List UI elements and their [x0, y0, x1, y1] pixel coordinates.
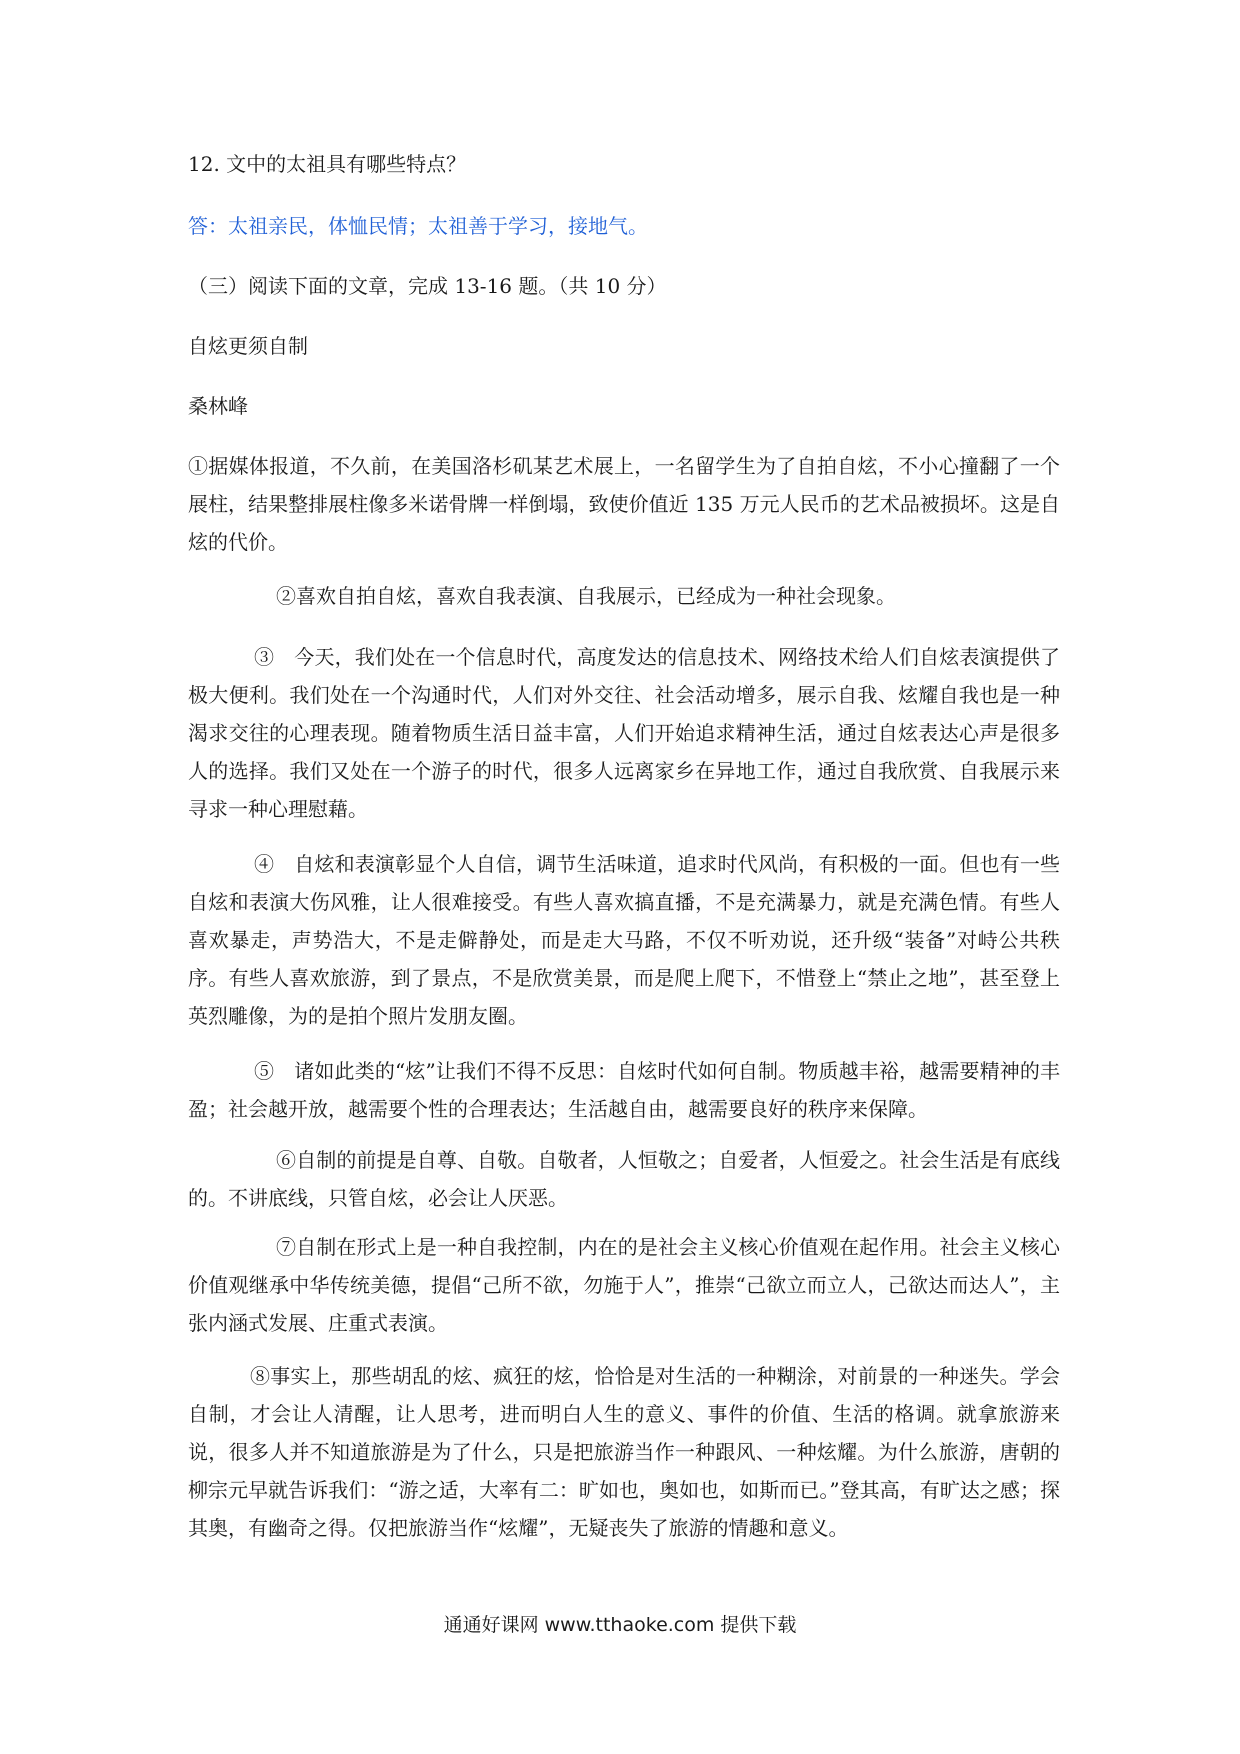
paragraph-5: ⑤ 诸如此类的“炫”让我们不得不反思：自炫时代如何自制。物质越丰裕，越需要精神的丰盈；社会越开放，越需要个性的合理表达；生活越自由，越需要良好的秩序来保障。	[188, 1059, 1060, 1121]
paragraph-8: ⑧事实上，那些胡乱的炫、疯狂的炫，恰恰是对生活的一种糊涂，对前景的一种迷失。学会自制，才会让人清醒，让人思考，进而明白人生的意义、事件的价值、生活的格调。就拿旅游来说，很多人并不知道旅游是为了什么，只是把旅游当作一种跟风、一种炫耀。为什么旅游，唐朝的柳宗元早就告诉我们：“游之适，大率有二：旷如也，奥如也，如斯而已。”登其高，有旷达之感；探其奥，有幽奇之得。仅把旅游当作“炫耀”，无疑丧失了旅游的情趣和意义。	[188, 1364, 1060, 1540]
section-instruction: （三）阅读下面的文章，完成 13-16 题。（共 10 分）	[188, 274, 667, 298]
page-footer: 通通好课网 www.tthaoke.com 提供下载	[443, 1614, 797, 1636]
question-text: 12. 文中的太祖具有哪些特点？	[188, 152, 467, 176]
paragraph-6: ⑥自制的前提是自尊、自敬。自敬者，人恒敬之；自爱者，人恒爱之。社会生活是有底线的。不讲底线，只管自炫，必会让人厌恶。	[188, 1148, 1060, 1210]
paragraph-4: ④ 自炫和表演彰显个人自信，调节生活味道，追求时代风尚，有积极的一面。但也有一些自炫和表演大伤风雅，让人很难接受。有些人喜欢搞直播，不是充满暴力，就是充满色情。有些人喜欢暴走，声势浩大，不是走僻静处，而是走大马路，不仅不听劝说，还升级“装备”对峙公共秩序。有些人喜欢旅游，到了景点，不是欣赏美景，而是爬上爬下，不惜登上“禁止之地”，甚至登上英烈雕像，为的是拍个照片发朋友圈。	[188, 852, 1060, 1028]
paragraph-2: ②喜欢自拍自炫，喜欢自我表演、自我展示，已经成为一种社会现象。	[276, 584, 896, 608]
article-author: 桑林峰	[188, 394, 248, 418]
article-title: 自炫更须自制	[188, 334, 308, 358]
paragraph-3: ③ 今天，我们处在一个信息时代，高度发达的信息技术、网络技术给人们自炫表演提供了极大便利。我们处在一个沟通时代，人们对外交往、社会活动增多，展示自我、炫耀自我也是一种渴求交往的心理表现。随着物质生活日益丰富，人们开始追求精神生活，通过自炫表达心声是很多人的选择。我们又处在一个游子的时代，很多人远离家乡在异地工作，通过自我欣赏、自我展示来寻求一种心理慰藉。	[188, 645, 1060, 821]
question-answer: 答：太祖亲民，体恤民情；太祖善于学习，接地气。	[188, 214, 648, 238]
paragraph-1: ①据媒体报道，不久前，在美国洛杉矶某艺术展上，一名留学生为了自拍自炫，不小心撞翻了一个展柱，结果整排展柱像多米诺骨牌一样倒塌，致使价值近 135 万元人民币的艺术品被损坏。这是自炫的代价。	[188, 454, 1060, 554]
paragraph-7: ⑦自制在形式上是一种自我控制，内在的是社会主义核心价值观在起作用。社会主义核心价值观继承中华传统美德，提倡“己所不欲，勿施于人”，推崇“己欲立而立人，己欲达而达人”，主张内涵式发展、庄重式表演。	[188, 1235, 1060, 1335]
